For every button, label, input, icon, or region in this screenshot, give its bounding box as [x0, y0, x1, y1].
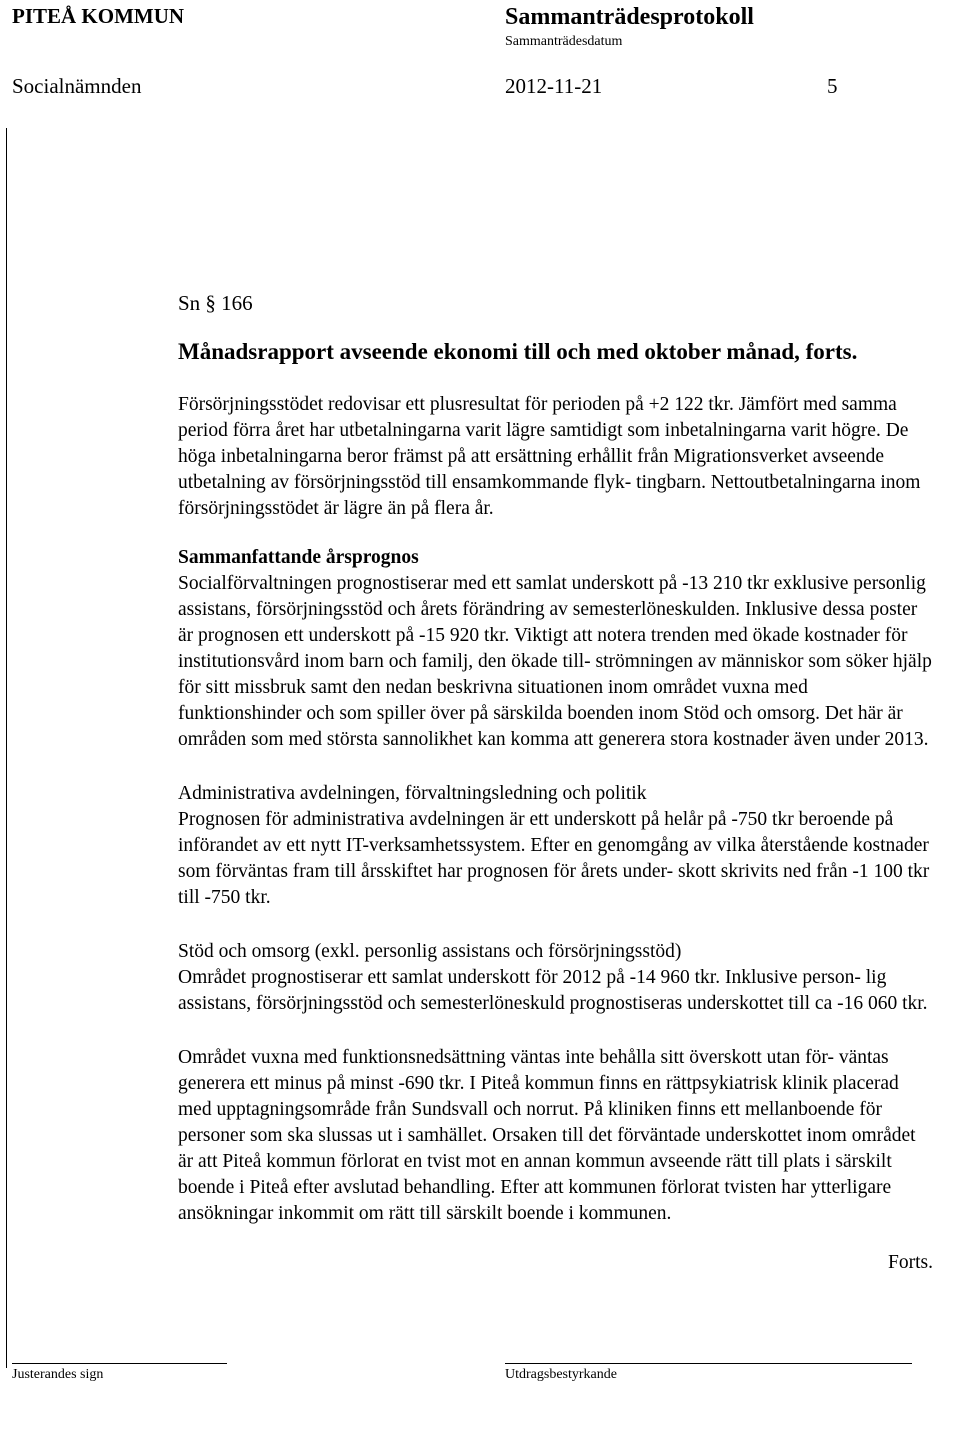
document-type: Sammanträdesprotokoll: [505, 4, 754, 30]
organization-name: PITEÅ KOMMUN: [12, 4, 185, 28]
admin-text: Prognosen för administrativa avdelningen är ett underskott på helår på -750 tkr beroende på införandet av ett nytt IT-verksamhetssystem. Efter en genomgång av vilka återstående kostnader som förväntas fram till årsskiftet har prognosen för årets under- skott skrivits ned från -1 100 tkr till -750 tkr.: [178, 809, 930, 908]
document-subtitle: Sammanträdesdatum: [505, 34, 623, 49]
document-body: [178, 290, 933, 1276]
summary-text: Socialförvaltningen prognostiserar med ett samlat underskott på -13 210 tkr exklusive personlig assistans, försörjningsstöd och årets förändring av semesterlöneskulden. Inklusive dessa poster är prognosen ett underskott på -15 920 tkr. Viktigt att notera trenden med ökade kostnader för institutionsvård inom barn och familj, den ökade till- strömningen av människor som söker hjälp för sitt missbruk samt den nedan beskrivna situationen inom området vuxna med funktionshinder och som spiller över på särskilda boenden inom Stöd och omsorg. Det här är områden som med största sannolikhet kan komma att generera stora kostnader även under 2013.: [178, 573, 932, 750]
support-text: Området prognostiserar ett samlat underskott för 2012 på -14 960 tkr. Inklusive person- lig assistans, försörjningsstöd och semesterlöneskuld prognostiseras underskottet till ca -16 060 tkr.: [178, 967, 928, 1014]
footer-rule-left: [12, 1363, 227, 1364]
support-heading: Stöd och omsorg (exkl. personlig assistans och försörjningsstöd): [178, 941, 682, 962]
footer-sign-label: Justerandes sign: [12, 1367, 104, 1382]
left-margin-rule: [6, 128, 7, 1368]
meeting-date: 2012-11-21: [505, 74, 603, 98]
section-heading: Månadsrapport avseende ekonomi till och med oktober månad, forts.: [178, 339, 858, 364]
footer-certification-label: Utdragsbestyrkande: [505, 1367, 617, 1382]
admin-heading: Administrativa avdelningen, förvaltningsledning och politik: [178, 783, 647, 804]
support-block: [178, 939, 933, 1017]
intro-paragraph: Försörjningsstödet redovisar ett plusresultat för perioden på +2 122 tkr. Jämfört med samma period förra året har utbetalningarna varit lägre samtidigt som inbetalningarna varit högre. De höga inbetalningarna beror främst på att ersättning erhållit från Migrationsverket avseende utbetalning av försörjningsstöd till ensamkommande flyk- tingbarn. Nettoutbetalningarna inom försörjningsstödet är lägre än på flera år.: [178, 394, 921, 519]
admin-block: [178, 781, 933, 911]
summary-heading: Sammanfattande årsprognos: [178, 547, 419, 568]
page-number: 5: [827, 74, 838, 98]
committee-name: Socialnämnden: [12, 74, 142, 98]
footer-rule-right: [505, 1363, 912, 1364]
paragraph-number: Sn § 166: [178, 291, 253, 315]
summary-block: [178, 545, 933, 753]
continued-marker: Forts.: [888, 1252, 933, 1273]
disability-paragraph: Området vuxna med funktionsnedsättning väntas inte behålla sitt överskott utan för- väntas generera ett minus på minst -690 tkr. I Piteå kommun finns en rättpsykiatrisk klinik placerad med upptagningsområde från Sundsvall och norrut. På kliniken finns ett mellanboende för personer som ska slussas ut i samhället. Orsaken till det förväntade underskottet inom området är att Piteå kommun förlorat en tvist mot en annan kommun avseende rätt till plats i särskilt boende i Piteå efter avslutad behandling. Efter att kommunen förlorat tvisten har ytterligare ansökningar inkommit om rätt till särskilt boende i kommunen.: [178, 1047, 916, 1224]
